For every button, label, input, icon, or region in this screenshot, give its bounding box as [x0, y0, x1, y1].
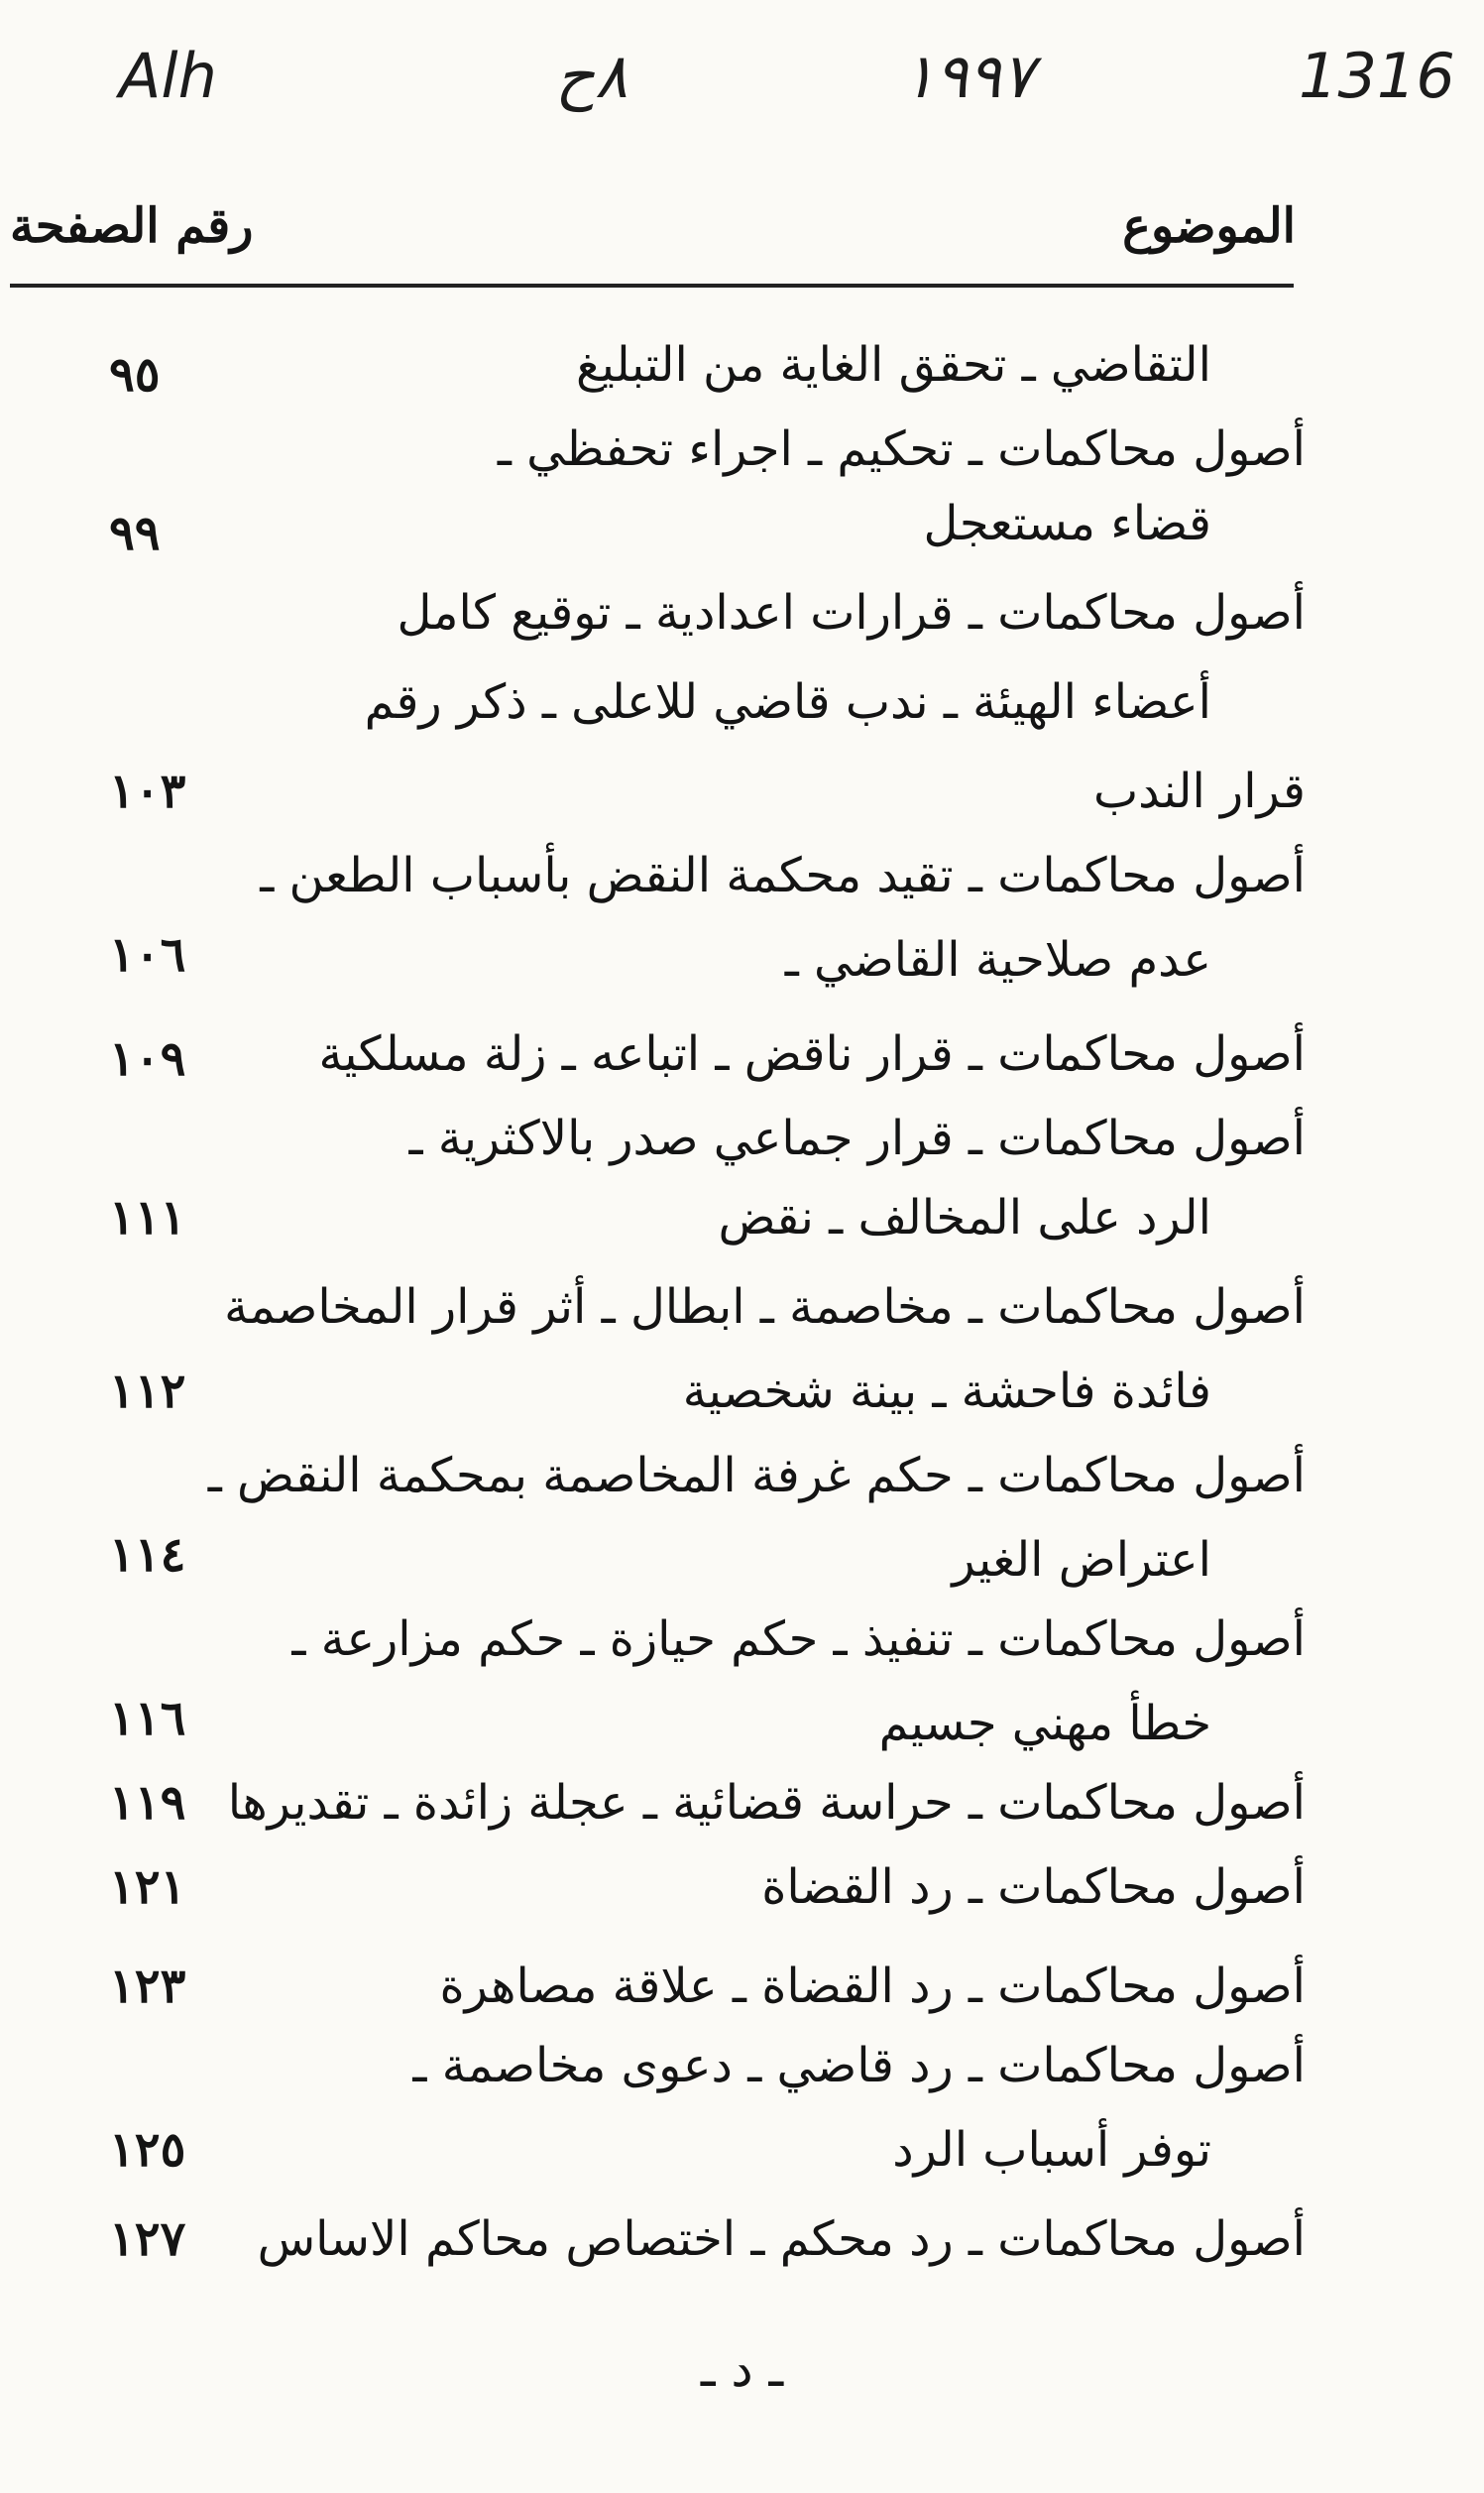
toc-entry-page-number: ١١١ — [109, 1190, 186, 1246]
toc-entry-page-number: ١٠٦ — [109, 927, 186, 983]
handwritten-note: Alh — [119, 40, 217, 112]
toc-entry-page-number: ١١٩ — [109, 1775, 186, 1831]
toc-entry-continuation: خطأ مهني جسيم — [878, 1696, 1211, 1751]
toc-entry-continuation: قضاء مستعجل — [923, 496, 1211, 551]
toc-entry-subject: أصول محاكمات ـ قرار ناقض ـ اتباعه ـ زلة مسلكية — [318, 1026, 1306, 1082]
toc-entry-subject: أصول محاكمات ـ حراسة قضائية ـ عجلة زائدة ـ تقديرها — [227, 1775, 1306, 1831]
handwritten-note: 1316 — [1299, 40, 1455, 112]
toc-entry-subject: أصول محاكمات ـ قرار جماعي صدر بالاكثرية ـ — [408, 1111, 1306, 1166]
toc-entry-subject: أصول محاكمات ـ رد القضاة ـ علاقة مصاهرة — [439, 1959, 1306, 2014]
toc-entry-subject: أصول محاكمات ـ رد محكم ـ اختصاص محاكم الاساس — [257, 2211, 1306, 2267]
toc-entry-continuation: فائدة فاحشة ـ بينة شخصية — [682, 1364, 1211, 1419]
toc-entry-page-number: ١٢٣ — [109, 1959, 186, 2014]
toc-entry-continuation: اعتراض الغير — [952, 1532, 1211, 1588]
toc-entry-subject: أصول محاكمات ـ رد القضاة — [761, 1859, 1306, 1915]
toc-entry-continuation: عدم صلاحية القاضي ـ — [784, 932, 1211, 988]
toc-entry-page-number: ١٢٥ — [109, 2122, 186, 2178]
column-header-page: رقم الصفحة — [10, 198, 254, 254]
toc-entry-subject: أصول محاكمات ـ قرارات اعدادية ـ توقيع كامل — [397, 585, 1306, 641]
toc-entry-page-number: ١١٦ — [109, 1691, 186, 1746]
toc-entry-page-number: ١٠٩ — [109, 1031, 186, 1087]
toc-entry-continuation: أعضاء الهيئة ـ ندب قاضي للاعلى ـ ذكر رقم — [364, 674, 1211, 730]
toc-entry-continuation: قرار الندب — [1092, 764, 1306, 819]
toc-entry-subject: التقاضي ـ تحقق الغاية من التبليغ — [575, 337, 1211, 393]
handwritten-note: ٨ح — [555, 40, 628, 112]
toc-entry-page-number: ١١٤ — [109, 1527, 186, 1583]
toc-entry-subject: أصول محاكمات ـ رد قاضي ـ دعوى مخاصمة ـ — [412, 2038, 1306, 2093]
toc-entry-continuation: توفر أسباب الرد — [892, 2122, 1211, 2178]
toc-entry-page-number: ١٢١ — [109, 1859, 186, 1915]
toc-entry-subject: أصول محاكمات ـ تقيد محكمة النقض بأسباب الطعن ـ — [260, 848, 1306, 903]
toc-entry-subject: أصول محاكمات ـ تحكيم ـ اجراء تحفظي ـ — [497, 421, 1306, 477]
toc-entry-continuation: الرد على المخالف ـ نقض — [718, 1190, 1211, 1246]
toc-entry-subject: أصول محاكمات ـ مخاصمة ـ ابطال ـ أثر قرار المخاصمة — [224, 1279, 1306, 1335]
toc-entry-subject: أصول محاكمات ـ تنفيذ ـ حكم حيازة ـ حكم مزارعة ـ — [291, 1611, 1306, 1667]
page-footer: ـ د ـ — [700, 2340, 784, 2398]
toc-entry-page-number: ١٠٣ — [109, 764, 186, 819]
handwritten-note: ١٩٩٧ — [902, 40, 1035, 112]
column-header-subject: الموضوع — [1122, 198, 1296, 254]
toc-entry-page-number: ١٢٧ — [109, 2211, 186, 2267]
toc-entry-page-number: ٩٩ — [109, 506, 161, 561]
toc-entry-subject: أصول محاكمات ـ حكم غرفة المخاصمة بمحكمة النقض ـ — [207, 1448, 1306, 1503]
toc-entry-page-number: ١١٢ — [109, 1364, 186, 1419]
toc-entry-page-number: ٩٥ — [109, 347, 161, 403]
